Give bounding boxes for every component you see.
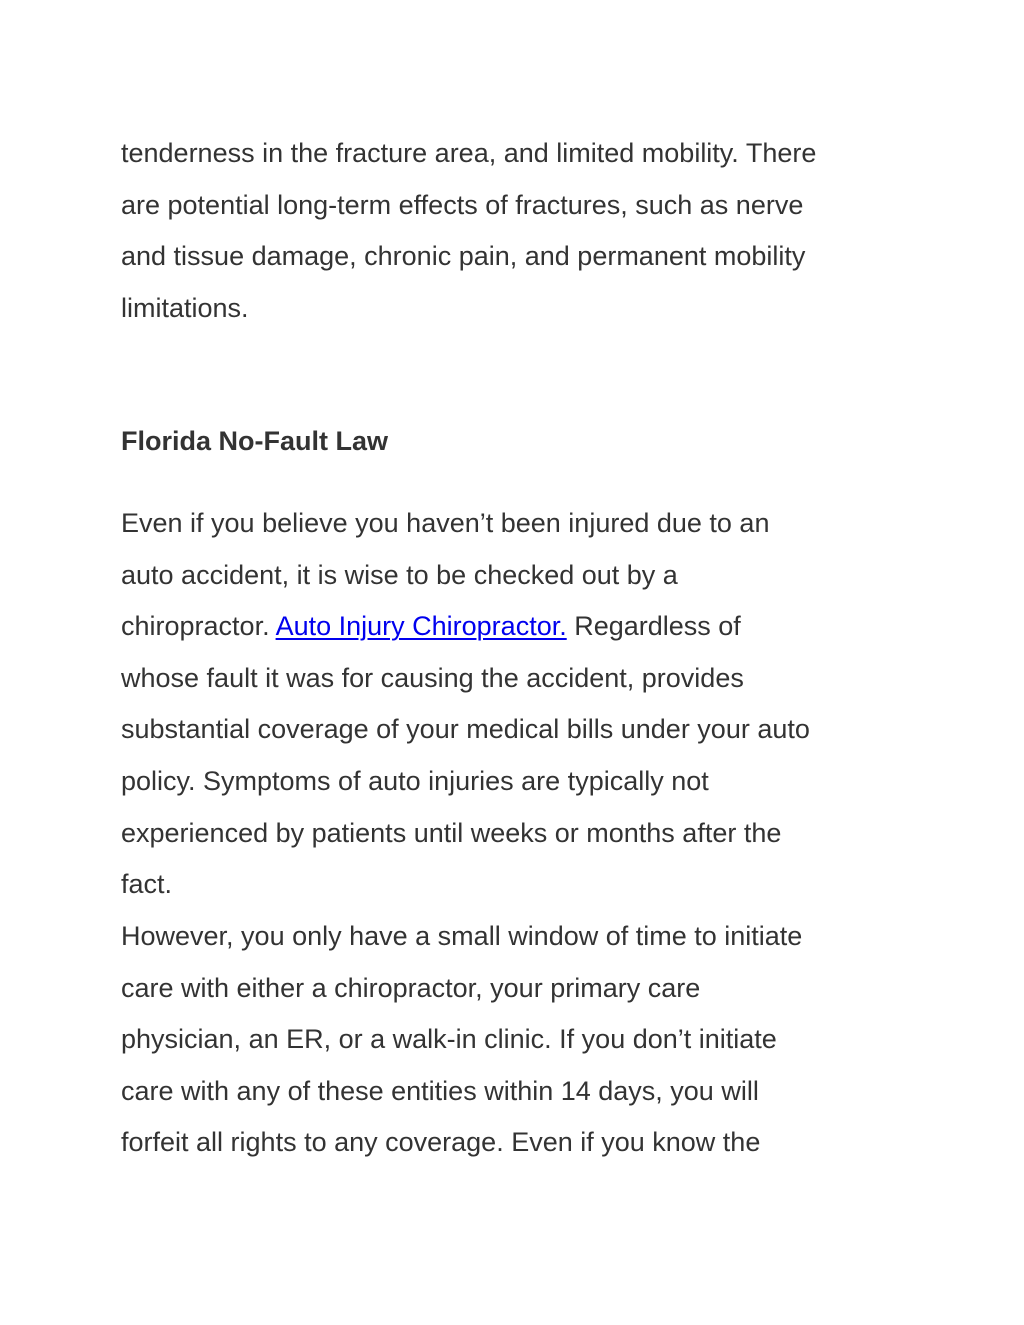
text-line: experienced by patients until weeks or months after the [121,817,782,848]
section-heading: Florida No-Fault Law [121,426,388,456]
text-line: limitations. [121,292,249,323]
text-line: However, you only have a small window of time to initiate [121,921,803,951]
text-line: care with any of these entities within 14 days, you will [121,1075,759,1106]
paragraph-no-fault-law [121,498,810,911]
paragraph-fracture-effects [121,128,816,334]
text-line: are potential long-term effects of fractures, such as nerve [121,189,804,220]
text-line: physician, an ER, or a walk-in clinic. If you don’t initiate [121,1024,777,1055]
text-line: forfeit all rights to any coverage. Even if you know the [121,1127,761,1158]
text-line-with-link [121,601,810,653]
text-line: policy. Symptoms of auto injuries are typically not [121,765,709,796]
text-line: fact. [121,869,173,900]
paragraph-coverage-window [121,911,802,1169]
auto-injury-chiropractor-link[interactable]: Auto Injury Chiropractor. [275,611,567,642]
text-line: auto accident, it is wise to be checked out by a [121,559,678,590]
text-line: Even if you believe you haven’t been injured due to an [121,508,770,538]
text-line: care with either a chiropractor, your primary care [121,972,701,1003]
text-line: whose fault it was for causing the accident, provides [121,662,744,693]
text-fragment: chiropractor. [121,611,276,642]
text-line: and tissue damage, chronic pain, and permanent mobility [121,241,806,272]
text-line: tenderness in the fracture area, and limited mobility. There [121,138,817,168]
text-fragment: Regardless of [566,611,741,642]
text-line: substantial coverage of your medical bills under your auto [121,714,810,745]
